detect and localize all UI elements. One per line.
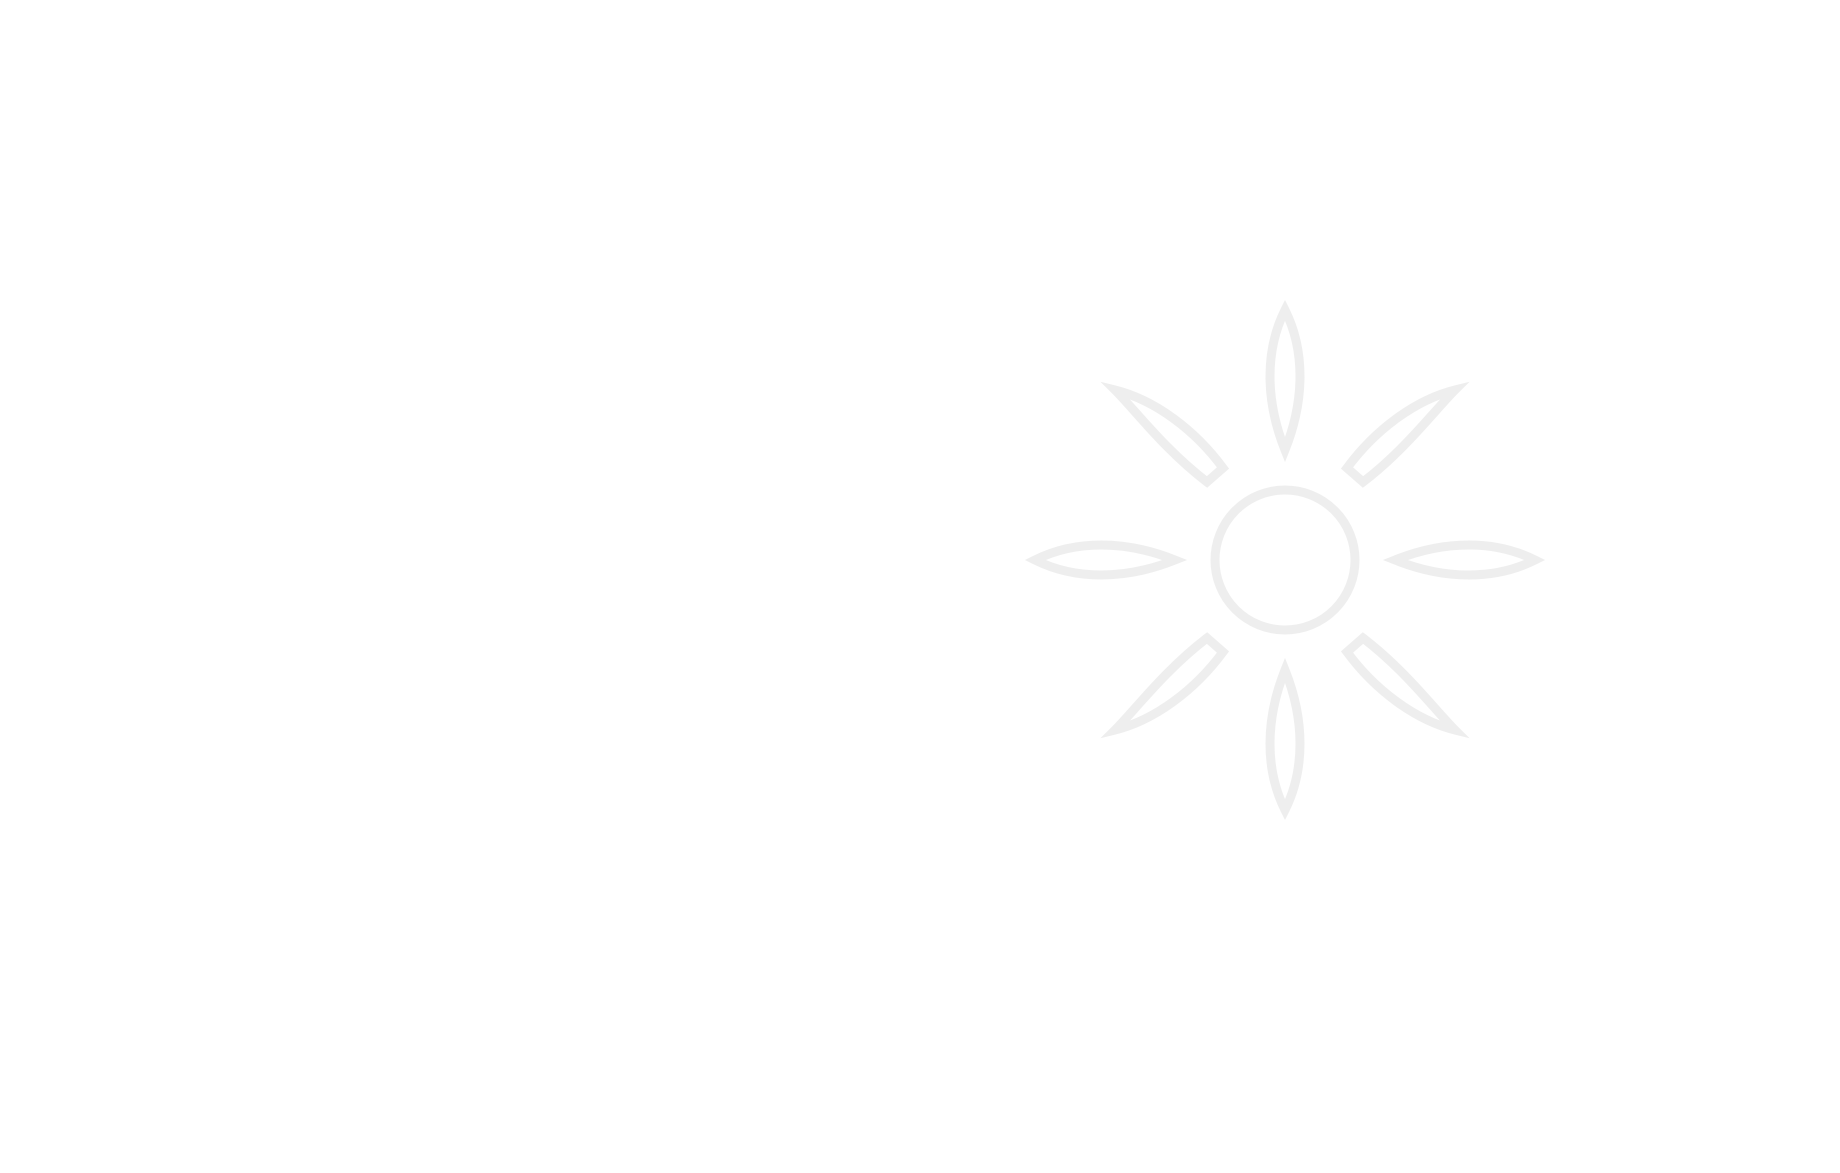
watermark-sun-logo bbox=[1015, 290, 1555, 830]
